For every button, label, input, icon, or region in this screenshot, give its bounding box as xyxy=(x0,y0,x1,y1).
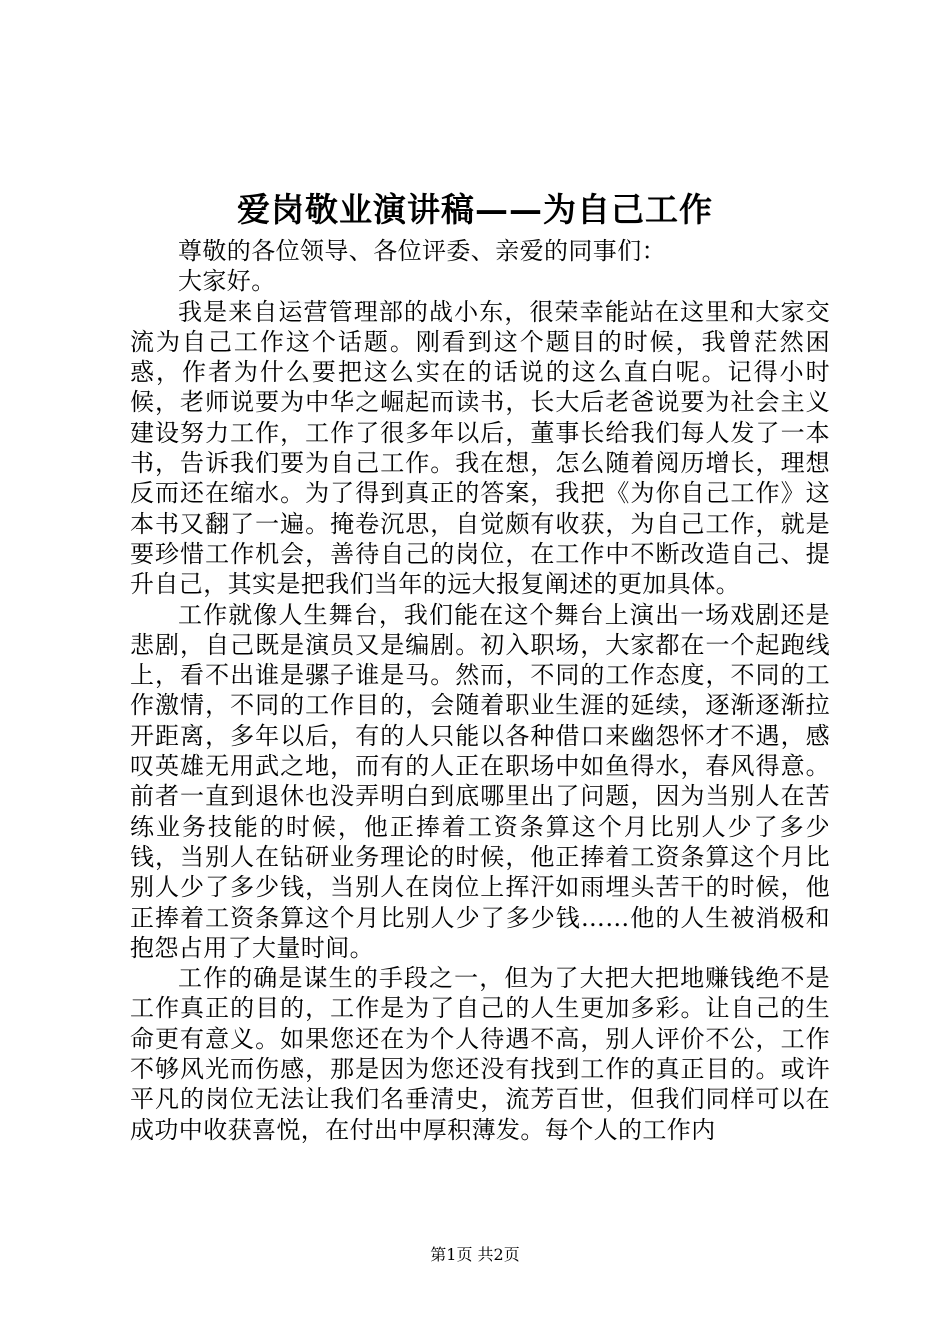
paragraph-introduction: 我是来自运营管理部的战小东，很荣幸能站在这里和大家交流为自己工作这个话题。刚看到这个题目的时候，我曾茫然困惑，作者为什么要把这么实在的话说的这么直白呢。记得小时候，老师说要为中华之崛起而读书，长大后老爸说要为社会主义建设努力工作，工作了很多年以后，董事长给我们每人发了一本书，告诉我们要为自己工作。我在想，怎么随着阅历增长，理想反而还在缩水。为了得到真正的答案，我把《为你自己工作》这本书又翻了一遍。掩卷沉思，自觉颇有收获，为自己工作，就是要珍惜工作机会，善待自己的岗位，在工作中不断改造自己、提升自己，其实是把我们当年的远大报复阐述的更加具体。 xyxy=(130,297,830,599)
document-body xyxy=(130,236,830,1145)
paragraph-work-stage: 工作就像人生舞台，我们能在这个舞台上演出一场戏剧还是悲剧，自己既是演员又是编剧。初入职场，大家都在一个起跑线上，看不出谁是骡子谁是马。然而，不同的工作态度，不同的工作激情，不同的工作目的，会随着职业生涯的延续，逐渐逐渐拉开距离，多年以后，有的人只能以各种借口来幽怨怀才不遇，感叹英雄无用武之地，而有的人正在职场中如鱼得水，春风得意。前者一直到退休也没弄明白到底哪里出了问题，因为当别人在苦练业务技能的时候，他正捧着工资条算这个月比别人少了多少钱，当别人在钻研业务理论的时候，他正捧着工资条算这个月比别人少了多少钱，当别人在岗位上挥汗如雨埋头苦干的时候，他正捧着工资条算这个月比别人少了多少钱……他的人生被消极和抱怨占用了大量时间。 xyxy=(130,600,830,962)
page-title: 爱岗敬业演讲稿——为自己工作 xyxy=(237,190,713,229)
paragraph-greeting: 大家好。 xyxy=(178,267,276,296)
page-footer: 第1页 共2页 xyxy=(430,1245,520,1264)
paragraph-work-purpose: 工作的确是谋生的手段之一，但为了大把大把地赚钱绝不是工作真正的目的，工作是为了自己的人生更加多彩。让自己的生命更有意义。如果您还在为个人待遇不高，别人评价不公，工作不够风光而伤感，那是因为您还没有找到工作的真正目的。或许平凡的岗位无法让我们名垂清史，流芳百世，但我们同样可以在成功中收获喜悦，在付出中厚积薄发。每个人的工作内 xyxy=(130,964,830,1144)
paragraph-salutation: 尊敬的各位领导、各位评委、亲爱的同事们： xyxy=(178,237,666,265)
